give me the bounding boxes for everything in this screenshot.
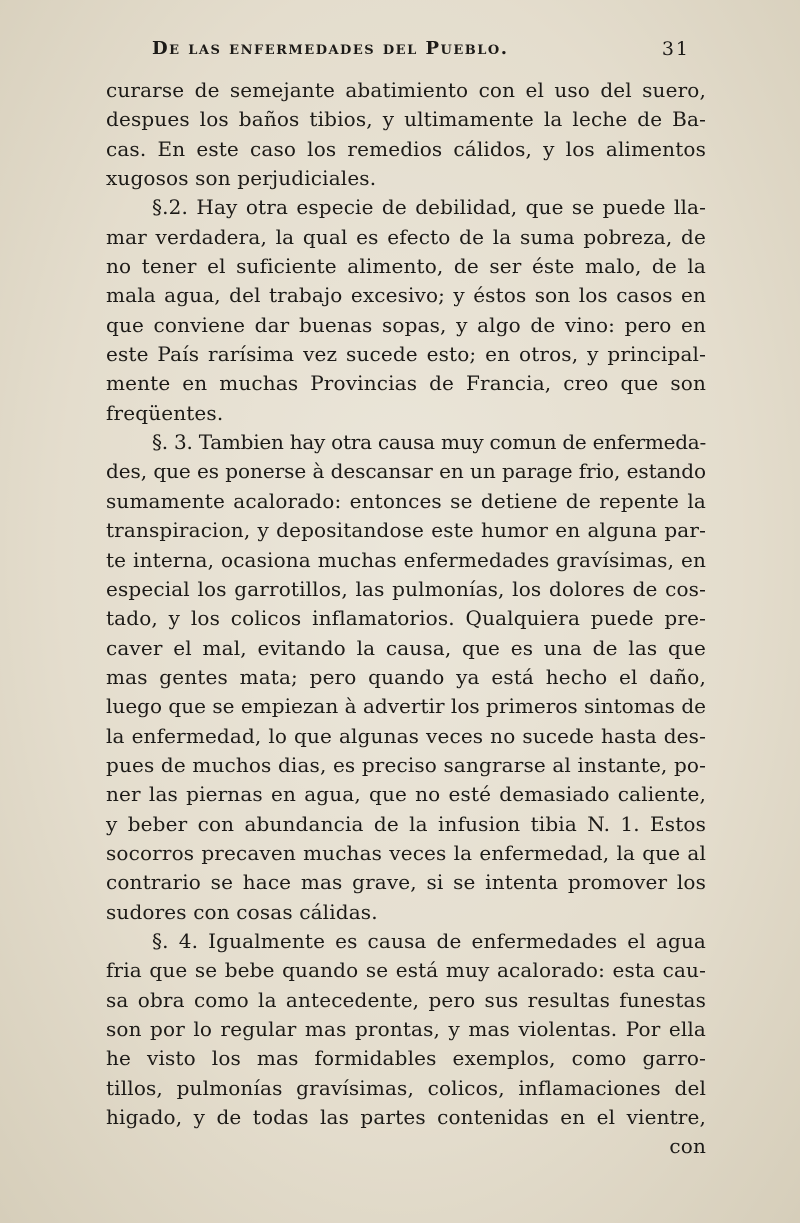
text-line: mar verdadera, la qual es efecto de la suma pobreza, de — [106, 224, 706, 249]
text-line: despues los baños tibios, y ultimamente la leche de Ba- — [106, 107, 706, 132]
text-line: la enfermedad, lo que algunas veces no sucede hasta des- — [106, 723, 706, 748]
text-line: tado, y los colicos inflamatorios. Qualquiera puede pre- — [106, 606, 706, 631]
text-line: sudores con cosas cálidas. — [106, 899, 378, 924]
text-line: mala agua, del trabajo excesivo; y éstos son los casos en — [106, 283, 706, 308]
paragraph-start-line: §.2. Hay otra especie de debilidad, que se puede lla- — [152, 195, 706, 220]
text-line: transpiracion, y depositandose este humor en alguna par- — [106, 518, 706, 543]
text-line: sa obra como la antecedente, pero sus resultas funestas — [106, 987, 706, 1012]
running-head — [152, 38, 690, 70]
text-line: caver el mal, evitando la causa, que es una de las que — [106, 635, 706, 660]
text-line: pues de muchos dias, es preciso sangrarse al instante, po- — [106, 752, 706, 777]
text-line: freqüentes. — [106, 400, 224, 425]
text-line: des, que es ponerse à descansar en un parage frio, estando — [106, 459, 706, 484]
paragraph-start-line: §. 4. Igualmente es causa de enfermedades el agua — [152, 928, 706, 953]
text-line: ner las piernas en agua, que no esté demasiado caliente, — [106, 782, 706, 807]
text-line: este País rarísima vez sucede esto; en otros, y principal- — [106, 342, 706, 367]
text-line: cas. En este caso los remedios cálidos, y los alimentos — [106, 136, 706, 161]
text-line: xugosos son perjudiciales. — [106, 166, 377, 191]
text-line: he visto los mas formidables exemplos, como garro- — [106, 1046, 706, 1071]
text-line: mas gentes mata; pero quando ya está hecho el daño, — [106, 664, 706, 689]
paragraph-start-line: §. 3. Tambien hay otra causa muy comun de enfermeda- — [152, 430, 706, 455]
text-line: no tener el suficiente alimento, de ser éste malo, de la — [106, 254, 706, 279]
body-text — [106, 76, 706, 1162]
page-number: 31 — [661, 38, 690, 60]
text-line: y beber con abundancia de la infusion tibia N. 1. Estos — [106, 811, 706, 836]
text-line: curarse de semejante abatimiento con el uso del suero, — [106, 78, 706, 102]
text-line: contrario se hace mas grave, si se intenta promover los — [106, 870, 706, 895]
text-line: fria que se bebe quando se está muy acalorado: esta cau- — [106, 958, 706, 983]
catchword: con — [669, 1134, 706, 1159]
text-line: son por lo regular mas prontas, y mas violentas. Por ella — [106, 1017, 706, 1041]
running-title: De las enfermedades del Pueblo. — [152, 38, 509, 59]
text-line: mente en muchas Provincias de Francia, creo que son — [106, 371, 706, 396]
text-line: que conviene dar buenas sopas, y algo de vino: pero en — [106, 312, 706, 337]
text-line: higado, y de todas las partes contenidas en el vientre, — [106, 1105, 706, 1130]
text-line: socorros precaven muchas veces la enfermedad, la que al — [106, 840, 706, 865]
text-line: luego que se empiezan à advertir los primeros sintomas de — [106, 694, 706, 719]
text-line: tillos, pulmonías gravísimas, colicos, inflamaciones del — [106, 1075, 706, 1100]
text-line: te interna, ocasiona muchas enfermedades gravísimas, en — [106, 547, 706, 572]
text-line: especial los garrotillos, las pulmonías, los dolores de cos- — [106, 576, 706, 601]
text-line: sumamente acalorado: entonces se detiene de repente la — [106, 488, 706, 513]
